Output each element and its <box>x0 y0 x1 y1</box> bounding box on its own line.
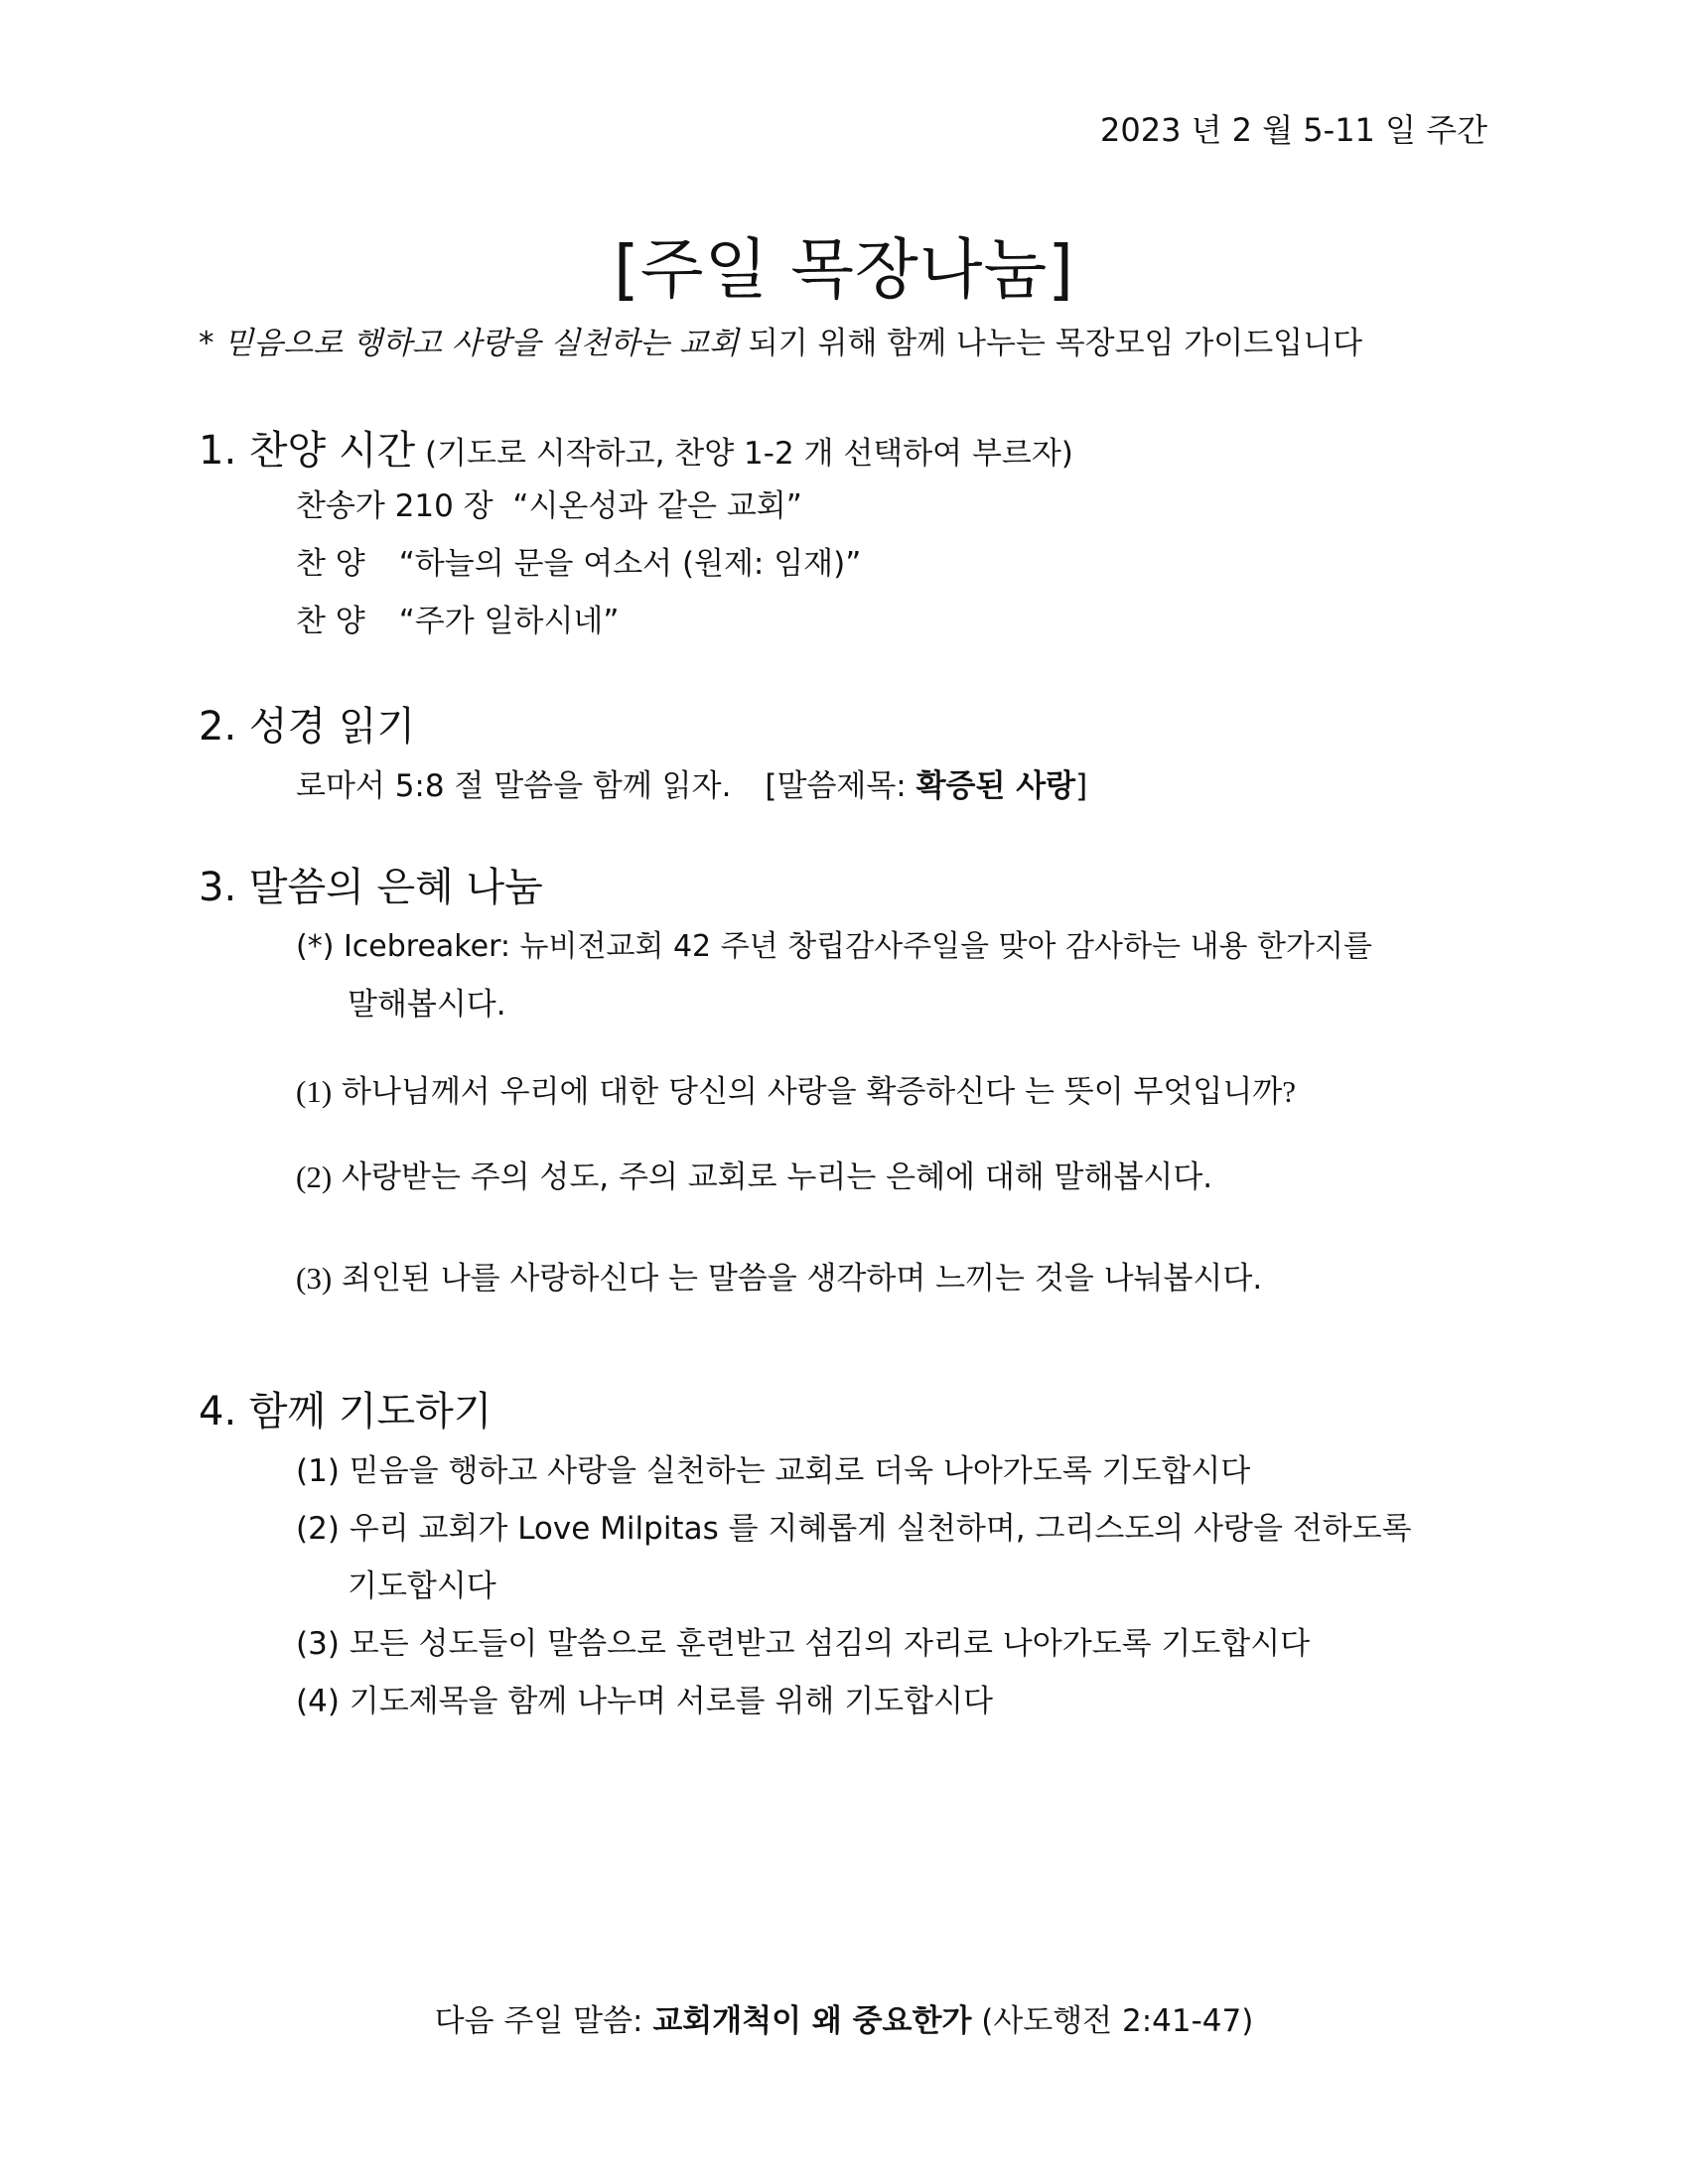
song-3-label: 찬 양 <box>296 604 365 639</box>
subtitle-italic: 믿음으로 행하고 사랑을 실천하는 교회 <box>223 326 739 361</box>
song-1-title: “시온성과 같은 교회” <box>512 488 802 524</box>
week-date: 2023 년 2 월 5-11 일 주간 <box>1099 111 1487 149</box>
song-3-title: “주가 일하시네” <box>398 604 620 639</box>
next-sermon-prefix: 다음 주일 말씀: <box>434 2003 653 2039</box>
song-1 <box>296 480 802 525</box>
prayer-3: (3) 모든 성도들이 말씀으로 훈련받고 섬김의 자리로 나아가도록 기도합시다 <box>296 1626 1311 1662</box>
prayer-2-continued: 기도합시다 <box>348 1569 496 1604</box>
question-1-number: (1) <box>296 1074 333 1109</box>
song-1-label: 찬송가 210 장 <box>296 488 493 524</box>
song-3 <box>296 596 619 640</box>
question-3 <box>296 1253 1262 1297</box>
next-sermon-reference: (사도행전 2:41-47) <box>971 2003 1254 2039</box>
prayer-4: (4) 기도제목을 함께 나누며 서로를 위해 기도합시다 <box>296 1684 993 1719</box>
sermon-topic: 확증된 사랑 <box>915 768 1076 804</box>
subtitle-prefix: * <box>199 326 224 361</box>
sermon-topic-prefix: [말씀제목: <box>765 768 916 804</box>
song-2 <box>296 538 861 583</box>
section-4-heading: 4. 함께 기도하기 <box>199 1389 492 1434</box>
question-1-end: ? <box>1282 1074 1297 1109</box>
question-2-number: (2) <box>296 1160 333 1194</box>
section-1-note: (기도로 시작하고, 찬양 1-2 개 선택하여 부르자) <box>415 436 1073 472</box>
question-3-number: (3) <box>296 1261 333 1296</box>
question-3-text: 죄인된 나를 사랑하신다 는 말씀을 생각하며 느끼는 것을 나눠봅시다. <box>332 1261 1263 1297</box>
section-2-heading: 2. 성경 읽기 <box>199 704 416 750</box>
question-1 <box>296 1066 1296 1111</box>
prayer-2: (2) 우리 교회가 Love Milpitas 를 지혜롭게 실천하며, 그리스도의 사랑을 전하도록 <box>296 1511 1412 1547</box>
section-1-heading <box>199 419 1073 476</box>
prayer-1: (1) 믿음을 행하고 사랑을 실천하는 교회로 더욱 나아가도록 기도합시다 <box>296 1453 1251 1489</box>
page-title: [주일 목장나눔] <box>613 231 1074 308</box>
bible-reading-text: 로마서 5:8 절 말씀을 함께 읽자. <box>296 768 732 804</box>
song-2-label: 찬 양 <box>296 546 365 582</box>
sermon-topic-suffix: ] <box>1075 768 1088 804</box>
question-2-text: 사랑받는 주의 성도, 주의 교회로 누리는 은혜에 대해 말해봅시다. <box>332 1160 1213 1195</box>
subtitle <box>199 318 1362 362</box>
section-1-title: 1. 찬양 시간 <box>199 428 416 474</box>
question-1-text: 하나님께서 우리에 대한 당신의 사랑을 확증하신다 는 뜻이 무엇입니까 <box>332 1074 1283 1110</box>
next-sermon-title: 교회개척이 왜 중요한가 <box>652 2003 972 2039</box>
next-sermon <box>0 1995 1688 2040</box>
bible-reading <box>296 760 1087 805</box>
question-2 <box>296 1152 1212 1196</box>
section-3-heading: 3. 말씀의 은혜 나눔 <box>199 865 543 910</box>
song-2-title: “하늘의 문을 여소서 (원제: 임재)” <box>398 546 862 582</box>
icebreaker-line-2: 말해봅시다. <box>348 987 506 1023</box>
icebreaker-line-1: (*) Icebreaker: 뉴비전교회 42 주년 창립감사주일을 맞아 감사하는 내용 한가지를 <box>296 929 1372 964</box>
subtitle-rest: 되기 위해 함께 나누는 목장모임 가이드입니다 <box>738 326 1363 361</box>
